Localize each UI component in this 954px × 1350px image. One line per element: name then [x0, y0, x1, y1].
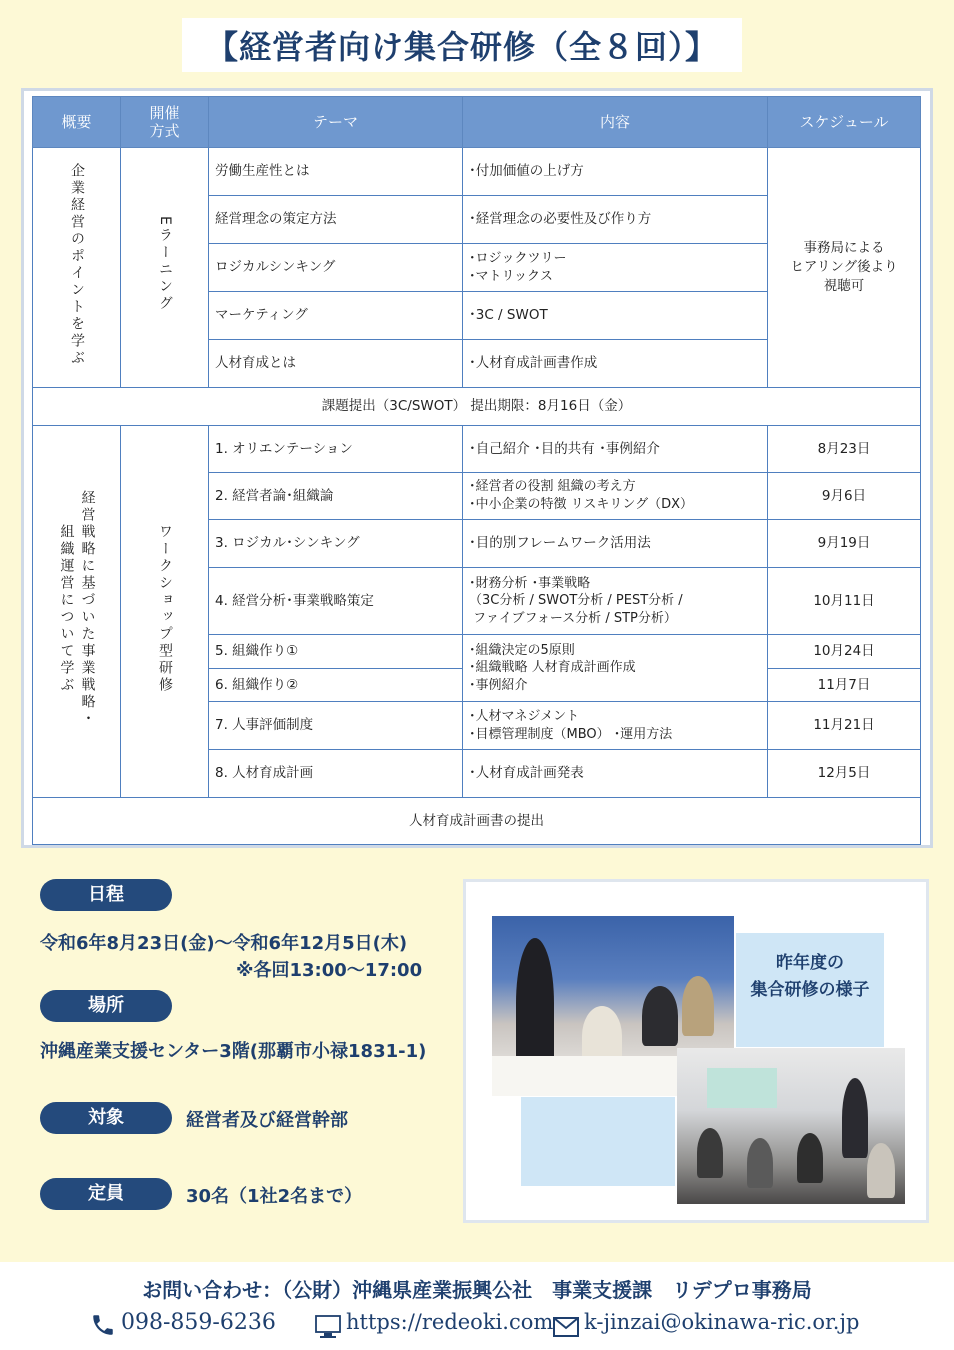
- content-cell: ･3C / SWOT: [463, 292, 768, 340]
- website-link[interactable]: https://redeoki.com: [346, 1310, 554, 1334]
- theme-cell: 7. 人事評価制度: [209, 702, 463, 750]
- date-cell: 8月23日: [768, 426, 921, 473]
- theme-cell: 2. 経営者論･組織論: [209, 473, 463, 520]
- final-cell: 人材育成計画書の提出: [33, 798, 921, 845]
- schedule-value: 令和6年8月23日(金)～令和6年12月5日(木): [40, 933, 408, 954]
- theme-cell: 8. 人材育成計画: [209, 750, 463, 798]
- content-cell: ･組織決定の5原則 ･組織戦略 人材育成計画作成 ･事例紹介: [463, 635, 768, 702]
- schedule-pill: 日程: [40, 879, 172, 911]
- theme-cell: 人材育成とは: [209, 340, 463, 388]
- place-value: 沖縄産業支援センター3階(那覇市小禄1831-1): [40, 1041, 427, 1062]
- theme-cell: 1. オリエンテーション: [209, 426, 463, 473]
- schedule-text-1: 事務局による ヒアリング後より 視聴可: [790, 240, 898, 294]
- content-cell: ･付加価値の上げ方: [463, 148, 768, 196]
- capacity-value: 30名（1社2名まで）: [186, 1186, 363, 1207]
- attendee-figure: [697, 1128, 723, 1178]
- table-row: [33, 148, 921, 196]
- speaker-figure: [842, 1078, 868, 1158]
- header-method: [121, 97, 209, 148]
- header-method-text: 開催方式: [149, 104, 180, 140]
- date-cell: 11月21日: [768, 702, 921, 750]
- content-cell: ･人材マネジメント ･目標管理制度（MBO） ･運用方法: [463, 702, 768, 750]
- content-cell: ･目的別フレームワーク活用法: [463, 520, 768, 568]
- date-cell: 12月5日: [768, 750, 921, 798]
- date-cell: 9月19日: [768, 520, 921, 568]
- speaker-figure: [516, 938, 554, 1068]
- theme-cell: 経営理念の策定方法: [209, 196, 463, 244]
- method-cell-2: [121, 426, 209, 798]
- overview-text-1: 企業経営のポイントを学ぶ: [69, 162, 85, 367]
- theme-cell: ロジカルシンキング: [209, 244, 463, 292]
- attendee-figure: [797, 1133, 823, 1183]
- phone-icon: [90, 1312, 116, 1338]
- screen: [707, 1068, 777, 1108]
- header-theme: テーマ: [209, 97, 463, 148]
- footer-title: お問い合わせ：（公財）沖縄県産業振興公社 事業支援課 リデプロ事務局: [142, 1278, 812, 1302]
- attendee-figure: [747, 1138, 773, 1188]
- overview-cell-2: [33, 426, 121, 798]
- content-cell: ･自己紹介 ･目的共有 ･事例紹介: [463, 426, 768, 473]
- page-title: 【経営者向け集合研修（全８回）】: [182, 18, 742, 72]
- assignment-cell: 課題提出（3C/SWOT） 提出期限：8月16日（金）: [33, 388, 921, 426]
- date-cell: 9月6日: [768, 473, 921, 520]
- email-link[interactable]: k-jinzai@okinawa-ric.or.jp: [584, 1310, 860, 1334]
- target-pill: 対象: [40, 1102, 172, 1134]
- date-cell: 10月24日: [768, 635, 921, 669]
- attendee-figure: [642, 986, 678, 1046]
- schedule-time: ※各回13:00～17:00: [236, 960, 423, 981]
- theme-cell: 労働生産性とは: [209, 148, 463, 196]
- overview-text-2: 経営戦略に基づいた事業戦略・組織運営について学ぶ: [58, 489, 96, 728]
- seminar-photo-2: [677, 1048, 905, 1204]
- theme-cell: 3. ロジカル･シンキング: [209, 520, 463, 568]
- header-content: 内容: [463, 97, 768, 148]
- content-cell: ･人材育成計画書作成: [463, 340, 768, 388]
- decor-block: [521, 1097, 675, 1186]
- capacity-pill: 定員: [40, 1178, 172, 1210]
- attendee-figure: [867, 1143, 895, 1198]
- theme-cell: マーケティング: [209, 292, 463, 340]
- place-pill: 場所: [40, 990, 172, 1022]
- date-cell: 11月7日: [768, 669, 921, 702]
- header-overview: 概要: [33, 97, 121, 148]
- theme-cell: 6. 組織作り②: [209, 669, 463, 702]
- method-cell-1: [121, 148, 209, 388]
- table-header-row: [33, 97, 921, 148]
- attendee-figure: [682, 976, 714, 1036]
- final-row: [33, 798, 921, 845]
- schedule-cell-1: [768, 148, 921, 388]
- photo-caption: 昨年度の 集合研修の様子: [750, 953, 870, 1001]
- content-cell: ･経営理念の必要性及び作り方: [463, 196, 768, 244]
- mail-icon: [552, 1316, 580, 1338]
- content-cell: ･ロジックツリー ･マトリックス: [463, 244, 768, 292]
- method-text-1: Eラーニング: [157, 216, 173, 314]
- theme-cell: 4. 経営分析･事業戦略策定: [209, 568, 463, 635]
- date-cell: 10月11日: [768, 568, 921, 635]
- target-value: 経営者及び経営幹部: [186, 1110, 348, 1131]
- theme-cell: 5. 組織作り①: [209, 635, 463, 669]
- table-row: [33, 426, 921, 473]
- content-cell: ･経営者の役割 組織の考え方 ･中小企業の特徴 リスキリング（DX）: [463, 473, 768, 520]
- phone-number[interactable]: 098-859-6236: [121, 1310, 276, 1335]
- header-schedule: スケジュール: [768, 97, 921, 148]
- content-cell: ･財務分析 ･事業戦略 （3C分析 / SWOT分析 / PEST分析 / ファイブフォース分析 / STP分析）: [463, 568, 768, 635]
- assignment-row: [33, 388, 921, 426]
- method-text-2: ワークショップ型研修: [157, 523, 173, 694]
- schedule-table: [32, 96, 921, 845]
- overview-cell-1: [33, 148, 121, 388]
- computer-icon: [314, 1314, 342, 1340]
- content-cell: ･人材育成計画発表: [463, 750, 768, 798]
